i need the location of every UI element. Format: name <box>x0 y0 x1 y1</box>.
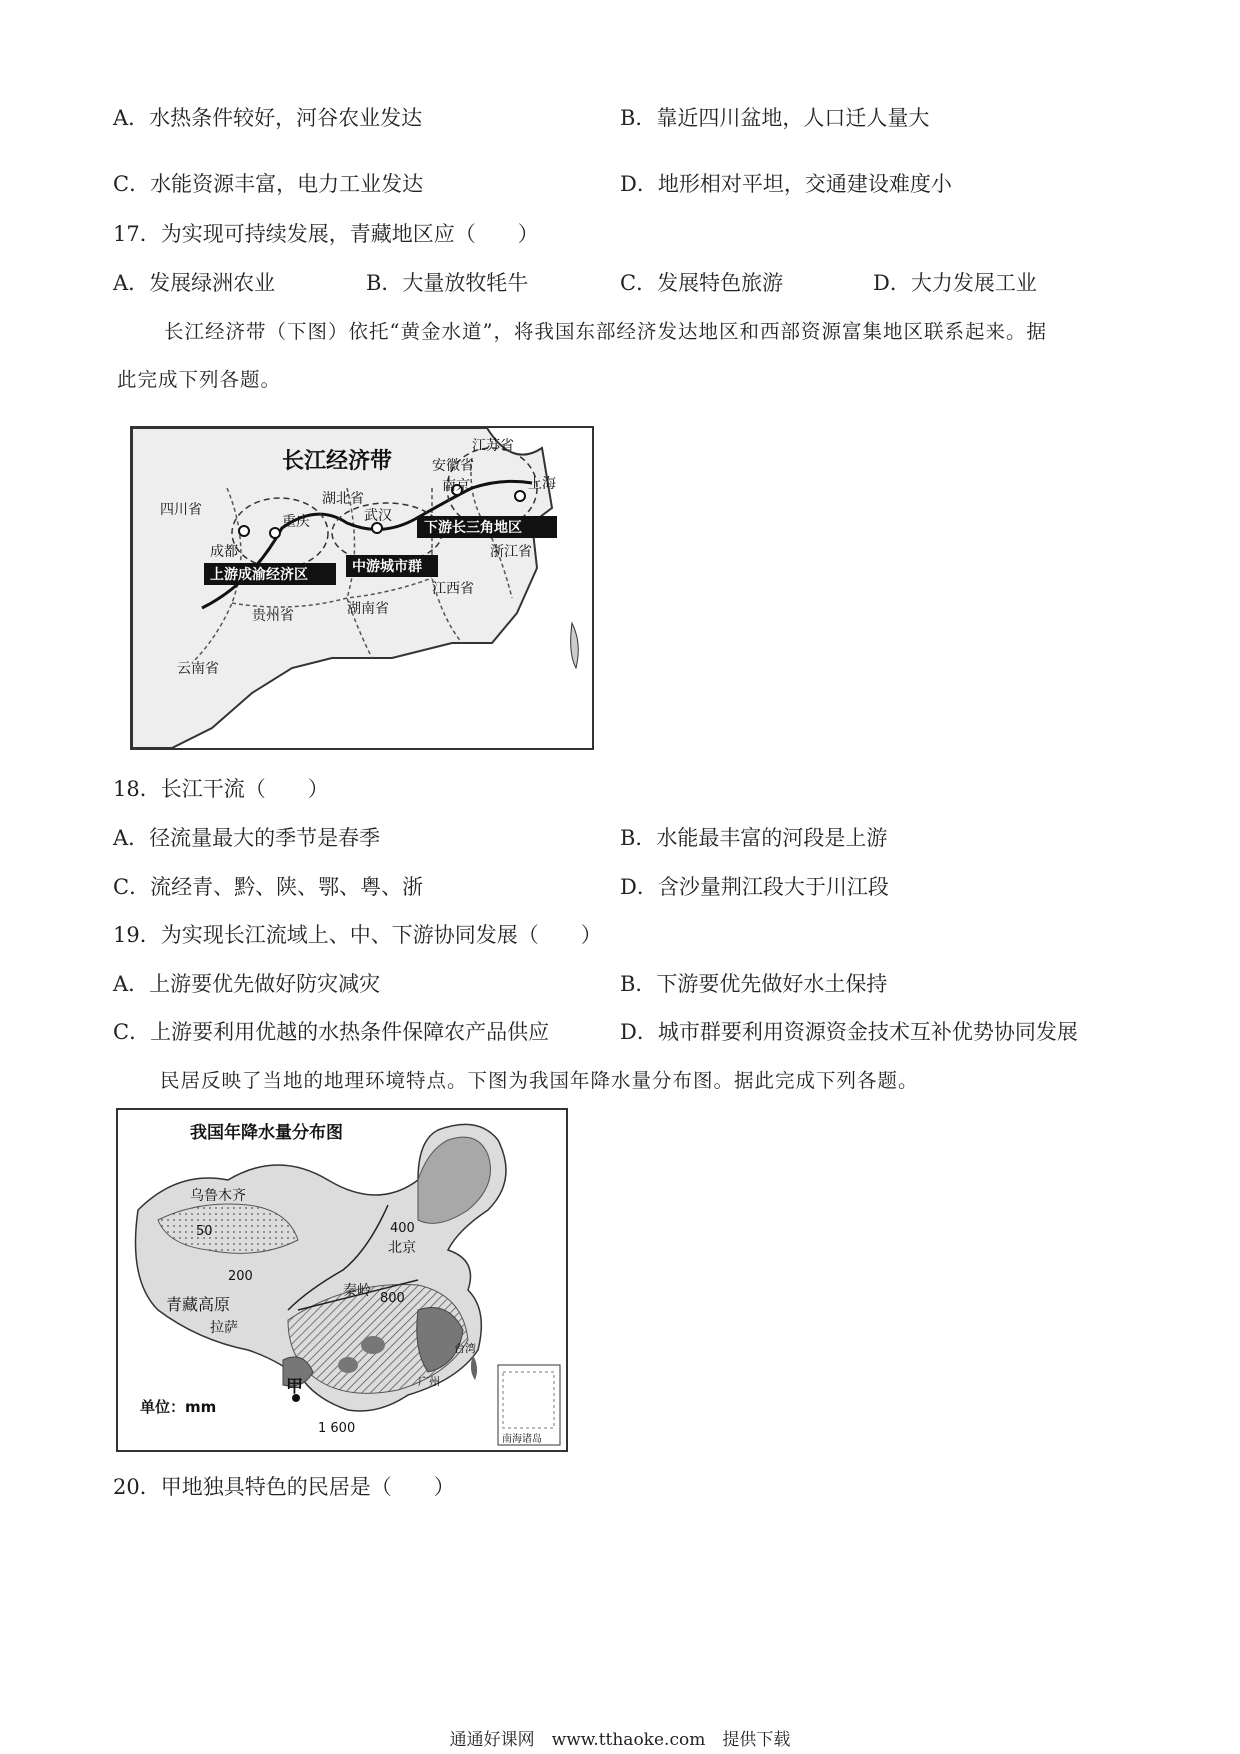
label-guizhou: 贵州省 <box>252 608 294 624</box>
label-taiwan: 台湾 <box>454 1342 476 1355</box>
label-urumqi: 乌鲁木齐 <box>190 1188 246 1204</box>
city-dot-chengdu <box>239 526 249 536</box>
label-sichuan: 四川省 <box>160 502 202 518</box>
q17-option-c: C．发展特色旅游 <box>620 271 784 295</box>
q19-option-d: D．城市群要利用资源资金技术互补优势协同发展 <box>620 1020 1078 1044</box>
label-chengdu: 成都 <box>210 544 238 560</box>
label-jiangsu: 江苏省 <box>472 438 514 454</box>
city-dot-wuhan <box>372 523 382 533</box>
label-hubei: 湖北省 <box>322 491 364 507</box>
label-unit: 单位：mm <box>140 1398 217 1416</box>
intro-precip-line1: 民居反映了当地的地理环境特点。下图为我国年降水量分布图。据此完成下列各题。 <box>160 1069 919 1092</box>
city-dot-shanghai <box>515 491 525 501</box>
label-south-sea: 南海诸岛 <box>502 1434 542 1445</box>
q17-stem: 17．为实现可持续发展，青藏地区应（ ） <box>113 222 539 246</box>
label-1600: 1 600 <box>318 1421 356 1436</box>
page-footer: 通通好课网 www.tthaoke.com 提供下载 <box>449 1730 791 1750</box>
label-upper-region: 上游成渝经济区 <box>210 567 308 583</box>
label-middle-region: 中游城市群 <box>352 559 422 575</box>
humid-spot <box>338 1357 358 1373</box>
china-precipitation-map <box>116 1108 568 1452</box>
q19-option-b: B．下游要优先做好水土保持 <box>620 972 888 996</box>
label-guangzhou: 广州 <box>418 1375 440 1388</box>
humid-spot <box>361 1336 385 1354</box>
q20-stem: 20．甲地独具特色的民居是（ ） <box>113 1475 455 1499</box>
intro-yangtze-line2: 此完成下列各题。 <box>117 368 282 391</box>
yangtze-economic-belt-map <box>130 426 594 750</box>
q16-option-b: B．靠近四川盆地，人口迁人量大 <box>620 106 930 130</box>
label-beijing: 北京 <box>388 1240 416 1256</box>
q17-option-a: A．发展绿洲农业 <box>113 271 276 295</box>
label-lhasa: 拉萨 <box>210 1320 238 1336</box>
label-800: 800 <box>380 1291 405 1306</box>
precip-map-title: 我国年降水量分布图 <box>190 1123 343 1143</box>
label-qinghai-tibet: 青藏高原 <box>166 1295 231 1314</box>
label-jia: 甲 <box>286 1377 303 1397</box>
yangtze-belt-landmass <box>132 428 552 748</box>
intro-yangtze-line1: 长江经济带（下图）依托“黄金水道”，将我国东部经济发达地区和西部资源富集地区联系起来。据 <box>164 320 1047 343</box>
q18-option-b: B．水能最丰富的河段是上游 <box>620 826 888 850</box>
label-400: 400 <box>390 1221 415 1236</box>
q19-option-c: C．上游要利用优越的水热条件保障农产品供应 <box>113 1020 550 1044</box>
map-title: 长江经济带 <box>282 449 393 474</box>
q19-stem: 19．为实现长江流域上、中、下游协同发展（ ） <box>113 923 602 947</box>
q18-stem: 18．长江干流（ ） <box>113 777 329 801</box>
label-chongqing: 重庆 <box>282 514 310 530</box>
label-50: 50 <box>196 1224 213 1239</box>
city-dot-chongqing <box>270 528 280 538</box>
q17-option-d: D．大力发展工业 <box>873 271 1037 295</box>
label-nanjing: 南京 <box>442 478 470 494</box>
label-200: 200 <box>228 1269 253 1284</box>
q17-option-b: B．大量放牧牦牛 <box>366 271 529 295</box>
label-lower-region: 下游长三角地区 <box>424 520 522 536</box>
label-hunan: 湖南省 <box>347 601 389 617</box>
q16-option-a: A．水热条件较好，河谷农业发达 <box>113 106 423 130</box>
label-shanghai: 上海 <box>528 476 556 492</box>
q16-option-d: D．地形相对平坦，交通建设难度小 <box>620 172 952 196</box>
south-sea-inset <box>498 1365 560 1445</box>
label-jiangxi: 江西省 <box>432 581 474 597</box>
label-qinling: 秦岭 <box>343 1283 371 1299</box>
q19-option-a: A．上游要优先做好防灾减灾 <box>113 972 381 996</box>
q18-option-d: D．含沙量荆江段大于川江段 <box>620 875 889 899</box>
label-zhejiang: 浙江省 <box>490 544 532 560</box>
label-anhui: 安徽省 <box>432 458 474 474</box>
q16-option-c: C．水能资源丰富，电力工业发达 <box>113 172 424 196</box>
q18-option-c: C．流经青、黔、陕、鄂、粤、浙 <box>113 875 424 899</box>
label-wuhan: 武汉 <box>364 508 392 524</box>
q18-option-a: A．径流量最大的季节是春季 <box>113 826 381 850</box>
taiwan-island <box>571 623 579 668</box>
label-yunnan: 云南省 <box>177 661 219 677</box>
